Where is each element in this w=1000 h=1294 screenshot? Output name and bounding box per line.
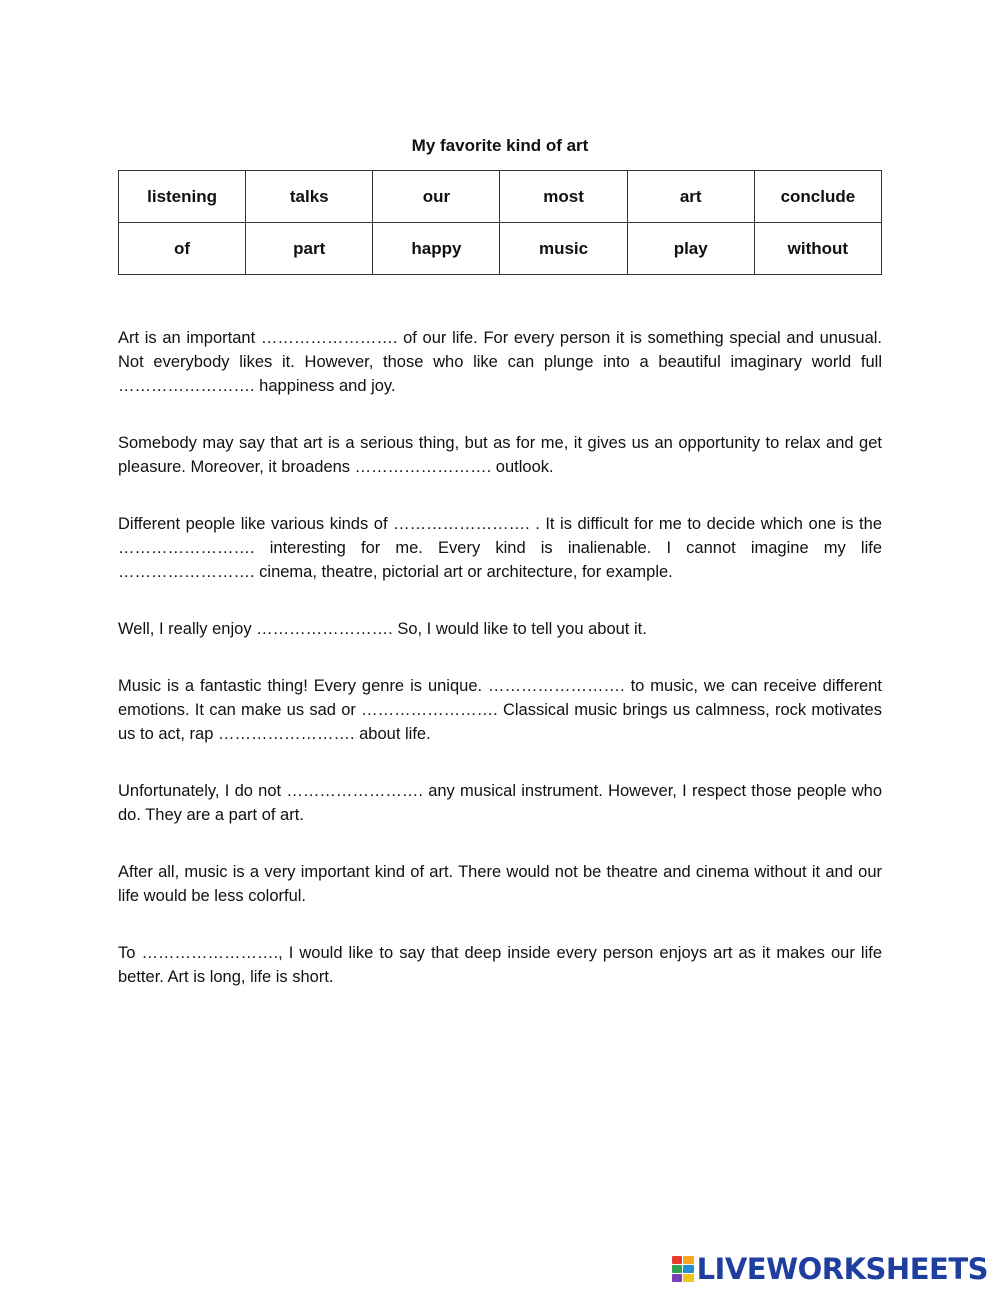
logo-blocks-icon (672, 1256, 694, 1282)
word-bank-cell: play (627, 223, 754, 275)
word-bank-cell: listening (119, 171, 246, 223)
word-bank-cell: part (246, 223, 373, 275)
worksheet-title: My favorite kind of art (411, 136, 589, 155)
word-bank-cell: happy (373, 223, 500, 275)
word-bank-table (118, 170, 882, 275)
paragraph: Unfortunately, I do not ……………………. any musical instrument. However, I respect those people who do. They are a part of art. (118, 782, 882, 824)
word-bank-cell: most (500, 171, 627, 223)
paragraph: Somebody may say that art is a serious thing, but as for me, it gives us an opportunity to relax and get pleasure. Moreover, it broadens ……………………. outlook. (118, 434, 882, 476)
logo-block (683, 1265, 694, 1273)
word-bank-cell: art (627, 171, 754, 223)
word-bank-row (119, 171, 882, 223)
worksheet-body (118, 326, 882, 1022)
paragraph: Well, I really enjoy ……………………. So, I would like to tell you about it. (118, 620, 647, 638)
logo-block (672, 1256, 683, 1264)
paragraph: To ……………………., I would like to say that deep inside every person enjoys art as it makes our life better. Art is long, life is short. (118, 944, 882, 986)
paragraph: Art is an important ……………………. of our life. For every person it is something special and unusual. Not everybody likes it. However, those who like can plunge into a beautiful imaginary world full ……………………. happiness and joy. (118, 329, 882, 395)
logo-block (672, 1274, 683, 1282)
logo-block (672, 1265, 683, 1273)
logo-text: LIVEWORKSHEETS (696, 1252, 988, 1286)
liveworksheets-logo (672, 1252, 988, 1286)
word-bank-cell: talks (246, 171, 373, 223)
logo-block (683, 1256, 694, 1264)
paragraph: Music is a fantastic thing! Every genre is unique. ……………………. to music, we can receive different emotions. It can make us sad or ……………………. Classical music brings us calmness, rock motivates us to act, rap ……………………. about life. (118, 677, 882, 743)
word-bank-cell: of (119, 223, 246, 275)
logo-block (683, 1274, 694, 1282)
word-bank-cell: without (754, 223, 881, 275)
word-bank-cell: music (500, 223, 627, 275)
word-bank-cell: our (373, 171, 500, 223)
word-bank-cell: conclude (754, 171, 881, 223)
word-bank-row (119, 223, 882, 275)
paragraph: Different people like various kinds of ……………………. . It is difficult for me to decide which one is the ……………………. interesting for me. Every kind is inalienable. I cannot imagine my life ……………………. cinema, theatre, pictorial art or architecture, for example. (118, 515, 882, 581)
paragraph: After all, music is a very important kind of art. There would not be theatre and cinema without it and our life would be less colorful. (118, 863, 882, 905)
